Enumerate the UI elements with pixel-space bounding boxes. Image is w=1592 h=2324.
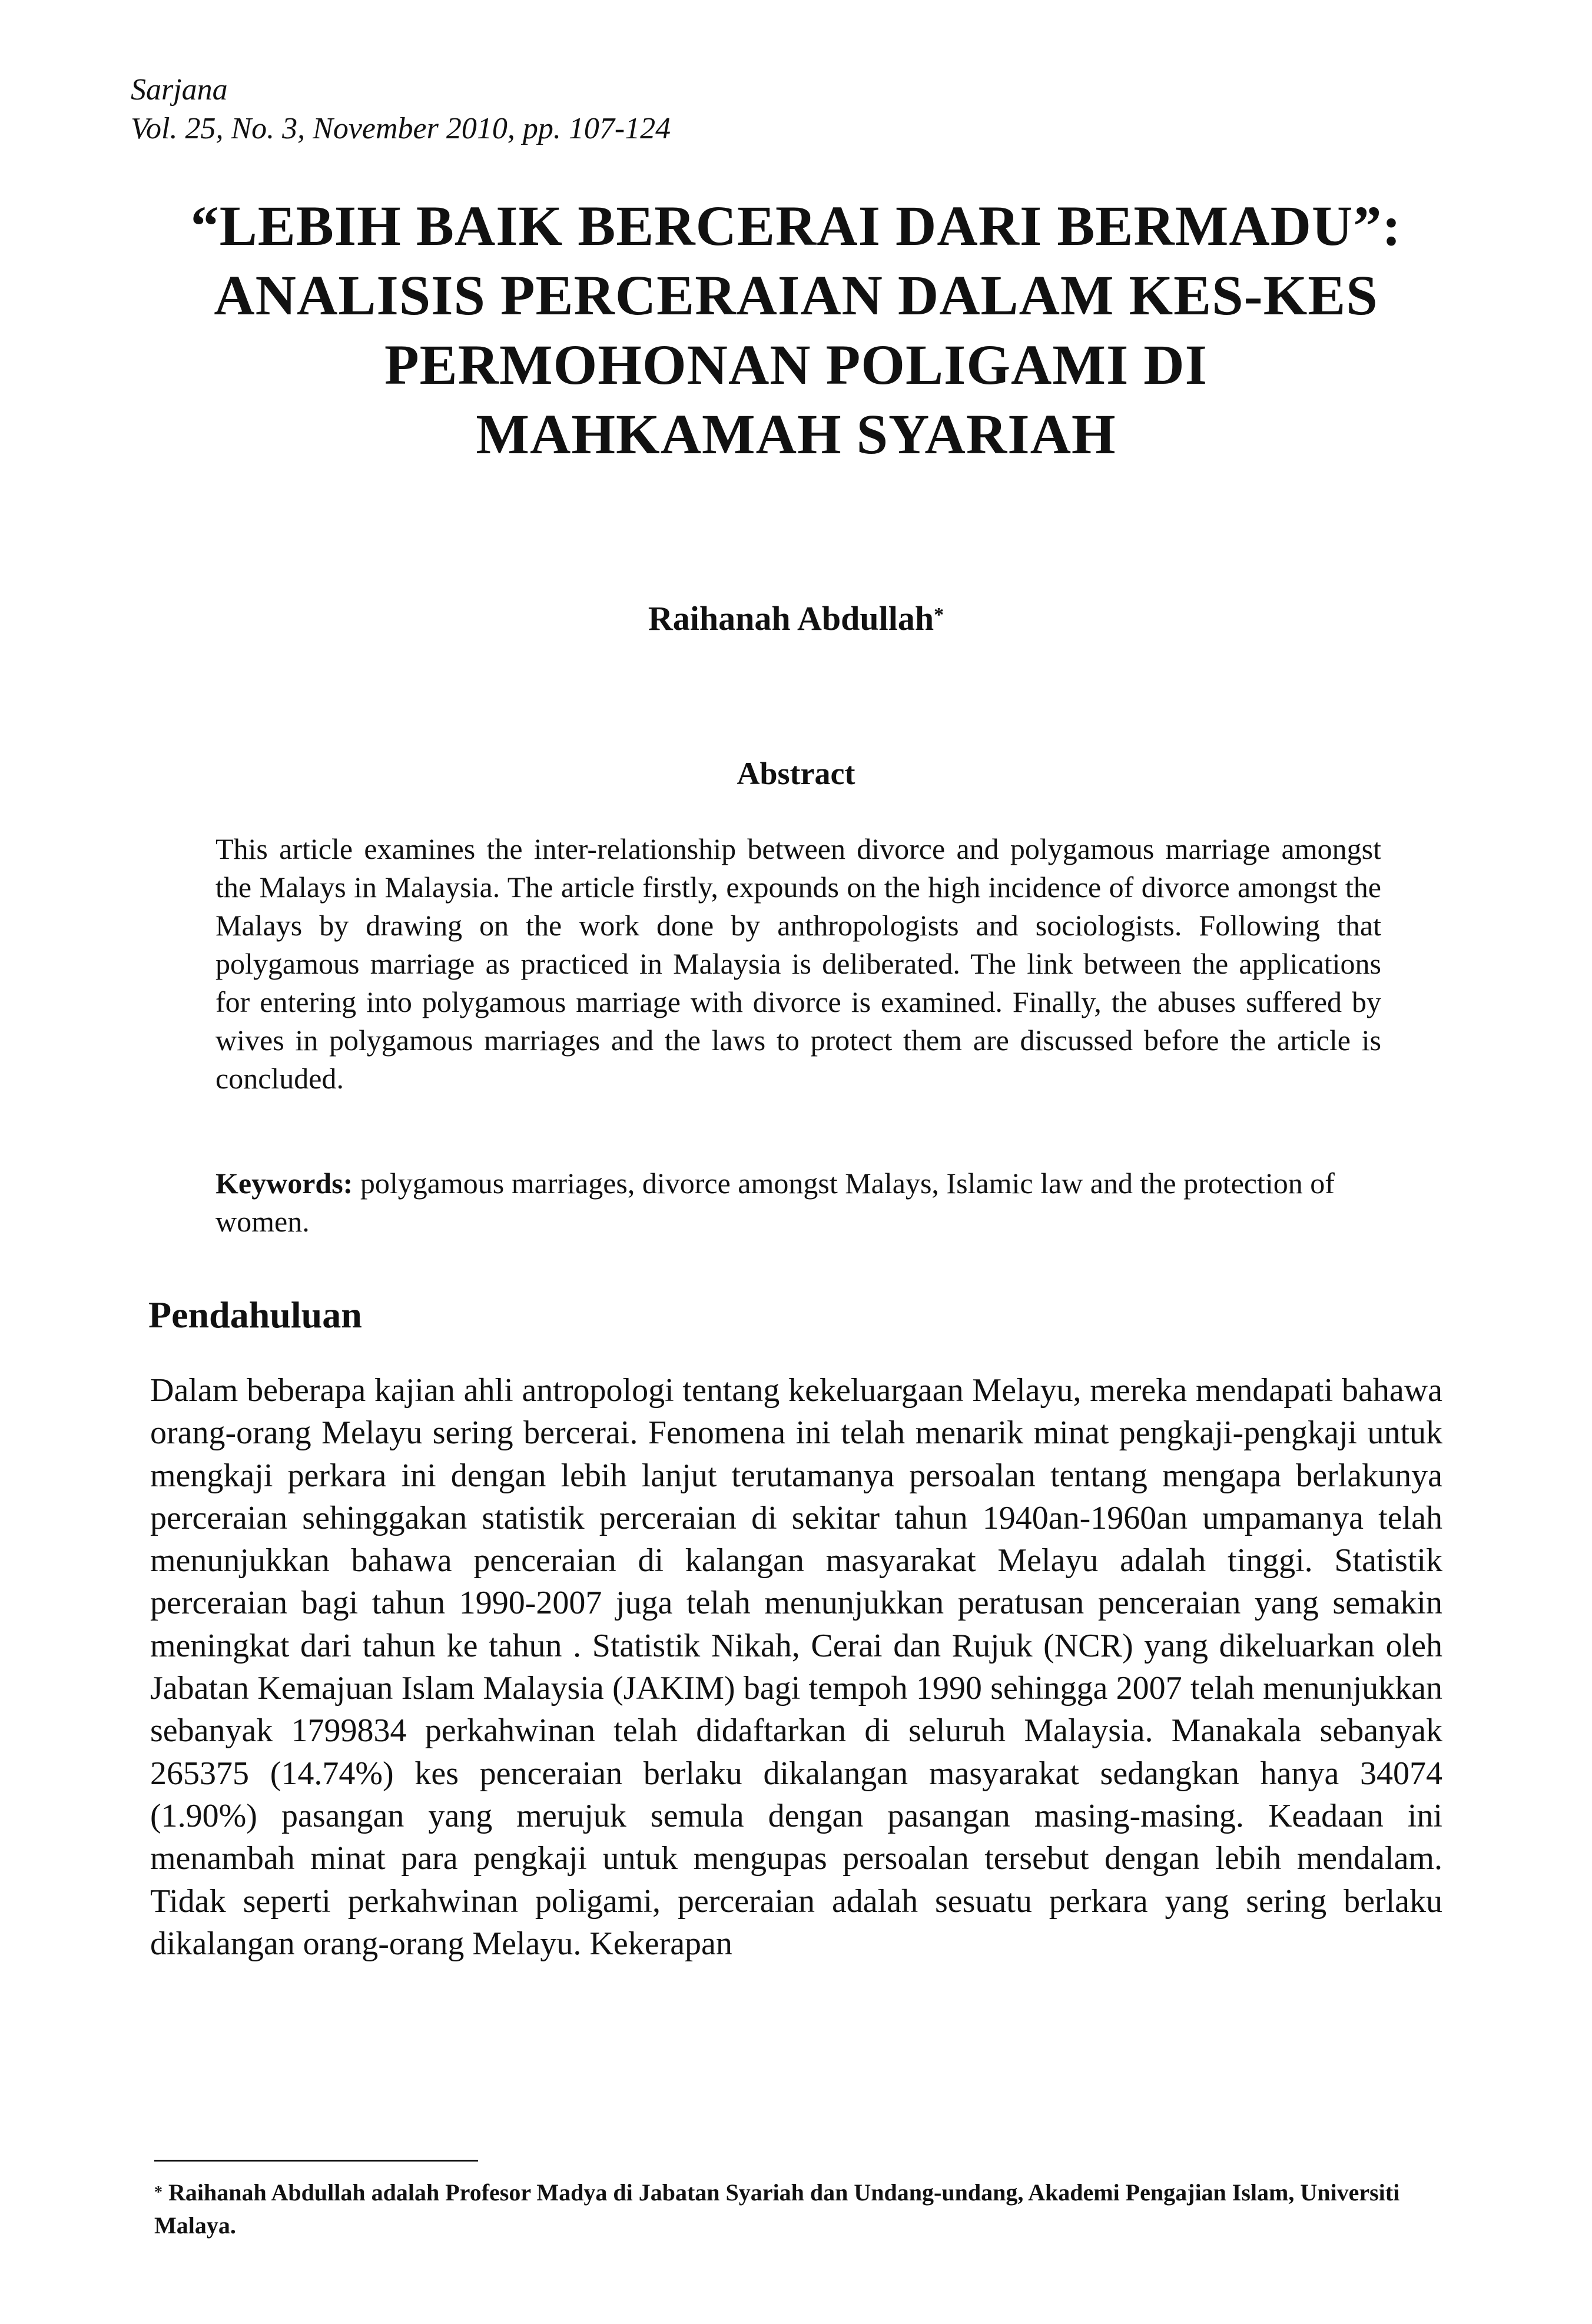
section-heading: Pendahuluan bbox=[148, 1294, 362, 1336]
author-line bbox=[0, 597, 1592, 640]
author-footnote-mark: * bbox=[934, 604, 944, 626]
keywords bbox=[215, 1164, 1381, 1241]
footnote-text: Raihanah Abdullah adalah Profesor Madya di Jabatan Syariah dan Undang-undang, Akademi Pengajian Islam, Universiti Malaya. bbox=[154, 2179, 1400, 2239]
footnote bbox=[154, 2176, 1444, 2242]
journal-issue: Vol. 25, No. 3, November 2010, pp. 107-124 bbox=[131, 112, 671, 145]
body-paragraph: Dalam beberapa kajian ahli antropologi tentang kekeluargaan Melayu, mereka mendapati bahawa orang-orang Melayu sering bercerai. Fenomena ini telah menarik minat pengkaji-pengkaji untuk mengkaji perkara ini dengan lebih lanjut terutamanya persoalan tentang mengapa berlakunya perceraian sehinggakan statistik perceraian di sekitar tahun 1940an-1960an umpamanya telah menunjukkan bahawa penceraian di kalangan masyarakat Melayu adalah tinggi. Statistik perceraian bagi tahun 1990-2007 juga telah menunjukkan peratusan penceraian yang semakin meningkat dari tahun ke tahun . Statistik Nikah, Cerai dan Rujuk (NCR) yang dikeluarkan oleh Jabatan Kemajuan Islam Malaysia (JAKIM) bagi tempoh 1990 sehingga 2007 telah menunjukkan sebanyak 1799834 perkahwinan telah didaftarkan di seluruh Malaysia. Manakala sebanyak 265375 (14.74%) kes penceraian berlaku dikalangan masyarakat sedangkan hanya 34074 (1.90%) pasangan yang merujuk semula dengan pasangan masing-masing. Keadaan ini menambah minat para pengkaji untuk mengupas persoalan tersebut dengan lebih mendalam. Tidak seperti perkahwinan poligami, perceraian adalah sesuatu perkara yang sering berlaku dikalangan orang-orang Melayu. Kekerapan bbox=[150, 1372, 1442, 1962]
journal-name: Sarjana bbox=[131, 73, 228, 107]
title-line-1: “LEBIH BAIK BERCERAI DARI BERMADU”: bbox=[190, 194, 1402, 257]
keywords-text: polygamous marriages, divorce amongst Malays, Islamic law and the protection of women. bbox=[215, 1167, 1335, 1238]
abstract-heading: Abstract bbox=[737, 756, 855, 791]
footnote-divider bbox=[154, 2160, 478, 2162]
journal-header bbox=[131, 71, 671, 148]
keywords-label: Keywords: bbox=[215, 1167, 353, 1200]
article-title bbox=[118, 191, 1474, 469]
footnote-mark: * bbox=[154, 2183, 162, 2202]
title-line-3: PERMOHONAN POLIGAMI DI bbox=[384, 333, 1208, 396]
title-line-2: ANALISIS PERCERAIAN DALAM KES-KES bbox=[214, 264, 1378, 327]
abstract-text: This article examines the inter-relationship between divorce and polygamous marriage amongst the Malays in Malaysia. The article firstly, expounds on the high incidence of divorce amongst the Malays by drawing on the work done by anthropologists and sociologists. Following that polygamous marriage as practiced in Malaysia is deliberated. The link between the applications for entering into polygamous marriage with divorce is examined. Finally, the abuses suffered by wives in polygamous marriages and the laws to protect them are discussed before the article is concluded. bbox=[215, 832, 1381, 1095]
author-name: Raihanah Abdullah bbox=[648, 599, 934, 638]
title-line-4: MAHKAMAH SYARIAH bbox=[476, 403, 1116, 466]
